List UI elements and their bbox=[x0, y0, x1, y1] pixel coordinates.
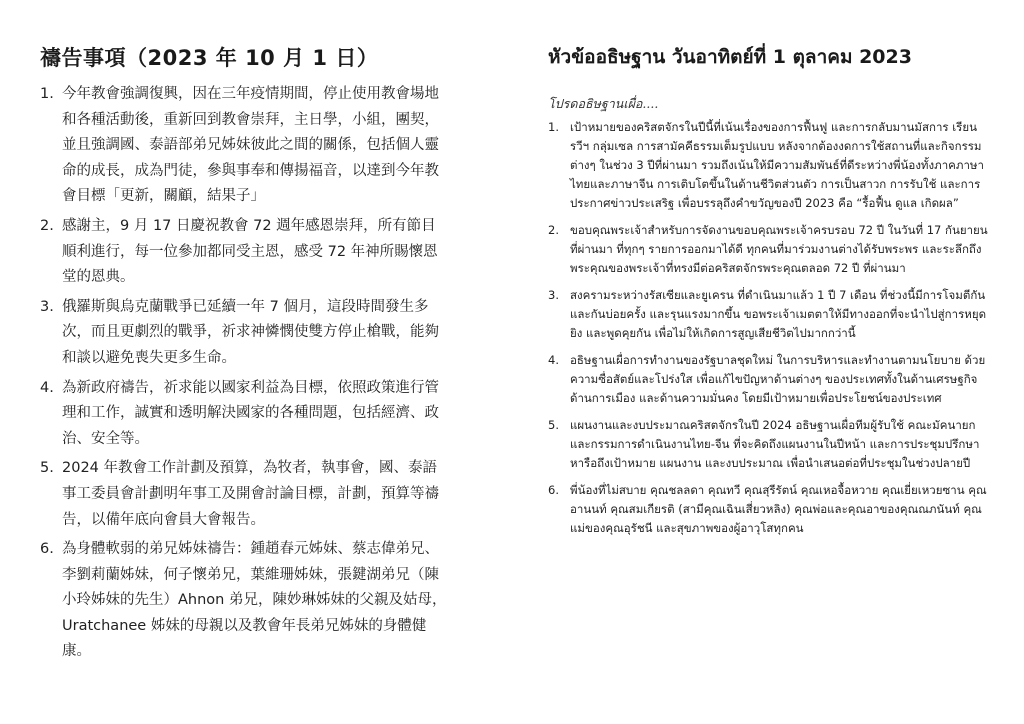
item-text: 2024 年教會工作計劃及預算，為牧者，執事會，國、泰語事工委員會計劃明年事工及開會討論目標，計劃，預算等禱告，以備年底向會員大會報告。 bbox=[62, 460, 439, 528]
item-text: 感謝主，9 月 17 日慶祝教會 72 週年感恩崇拜，所有節目順利進行，每一位參加都同受主恩，感受 72 年神所賜懷恩堂的恩典。 bbox=[62, 217, 438, 286]
item-text: 俄羅斯與烏克蘭戰爭已延續一年 7 個月，這段時間發生多次，而且更劇烈的戰爭，祈求神憐憫使雙方停止槍戰，能夠和談以避免喪失更多生命。 bbox=[62, 298, 439, 366]
list-item bbox=[548, 221, 988, 278]
item-number: 2. bbox=[40, 217, 54, 234]
prayer-list-thai bbox=[548, 118, 988, 546]
page-title-thai: หัวข้ออธิษฐาน วันอาทิตย์ที่ 1 ตุลาคม 2023 bbox=[548, 46, 912, 68]
item-number: 4. bbox=[548, 353, 559, 367]
list-item bbox=[548, 286, 988, 343]
item-text: 為身體軟弱的弟兄姊妹禱告：鍾趙春元姊妹、蔡志偉弟兄、李劉莉蘭姊妹，何子懷弟兄，葉維珊姊妹，張鍵湖弟兄（陳小玲姊妹的先生）Ahnon 弟兄，陳妙琳姊妹的父親及姑母，Uratchanee 姊妹的母親以及教會年長弟兄姊妹的身體健康。 bbox=[62, 541, 447, 660]
item-number: 2. bbox=[548, 223, 559, 237]
list-item bbox=[548, 481, 988, 538]
item-number: 3. bbox=[40, 298, 54, 315]
item-text: เป้าหมายของคริสตจักรในปีนี้ที่เน้นเรื่องของการฟื้นฟู และการกลับมานมัสการ เรียนรวีฯ กลุ่มเซล การสามัคคีธรรมเต็มรูปแบบ หลังจากต้องงดการใช้สถานที่และกิจกรรมต่างๆ ในช่วง 3 ปีที่ผ่านมา รวมถึงเน้นให้มีความสัมพันธ์ที่ดีระหว่างพี่น้องทั้งภาคภาษาไทยและภาษาจีน การเติบโตขึ้นในด้านชีวิตส่วนตัว การเป็นสาวก การรับใช้ และการประกาศข่าวประเสริฐ เพื่อบรรลุถึงคำขวัญของปี 2023 คือ “รื้อฟื้น ดูแล เกิดผล” bbox=[570, 120, 984, 210]
list-item bbox=[548, 118, 988, 213]
item-number: 6. bbox=[40, 541, 54, 558]
list-item bbox=[548, 351, 988, 408]
item-text: แผนงานและงบประมาณคริสตจักรในปี 2024 อธิษฐานเผื่อทีมผู้รับใช้ คณะมัคนายก และกรรมการดำเนินงานไทย-จีน ที่จะคิดถึงแผนงานในปีหน้า และการประชุมปรึกษาหารือถึงเป้าหมาย แผนงาน และงบประมาณ เพื่อนำเสนอต่อที่ประชุมในช่วงปลายปี bbox=[570, 418, 980, 470]
item-text: อธิษฐานเผื่อการทำงานของรัฐบาลชุดใหม่ ในการบริหารและทำงานตามนโยบาย ด้วยความซื่อสัตย์และโปร่งใส เพื่อแก้ไขปัญหาด้านต่างๆ ของประเทศทั้งในด้านเศรษฐกิจ ด้านการเมือง และด้านความมั่นคง โดยมีเป้าหมายเพื่อประโยชน์ของประเทศ bbox=[570, 353, 986, 405]
item-text: ขอบคุณพระเจ้าสำหรับการจัดงานขอบคุณพระเจ้าครบรอบ 72 ปี ในวันที่ 17 กันยายนที่ผ่านมา ที่ทุกๆ รายการออกมาได้ดี ทุกคนที่มาร่วมงานต่างได้รับพระพร และระลึกถึงพระคุณของพระเจ้าที่ทรงมีต่อคริสตจักรพระคุณตลอด 72 ปี ที่ผ่านมา bbox=[570, 223, 988, 275]
item-number: 5. bbox=[40, 460, 54, 477]
list-item bbox=[40, 295, 447, 372]
list-item bbox=[40, 537, 447, 665]
list-item bbox=[40, 82, 447, 210]
list-item bbox=[40, 376, 447, 453]
item-number: 4. bbox=[40, 379, 54, 396]
list-item bbox=[40, 214, 447, 291]
item-number: 6. bbox=[548, 483, 559, 497]
item-text: 為新政府禱告，祈求能以國家利益為目標，依照政策進行管理和工作，誠實和透明解決國家的各種問題，包括經濟、政治、安全等。 bbox=[62, 379, 439, 447]
page-title-chinese: 禱告事項（2023 年 10 月 1 日） bbox=[40, 46, 379, 70]
list-item bbox=[548, 416, 988, 473]
item-text: สงครามระหว่างรัสเซียและยูเครน ที่ดำเนินมาแล้ว 1 ปี 7 เดือน ที่ช่วงนี้มีการโจมตีกันและกันบ่อยครั้ง และรุนแรงมากขึ้น ขอพระเจ้าเมตตาให้มีทางออกที่จะนำไปสู่การหยุดยิง และพูดคุยกัน เพื่อไม่ให้เกิดการสูญเสียชีวิตไปมากกว่านี้ bbox=[570, 288, 987, 340]
item-number: 1. bbox=[548, 120, 559, 134]
item-text: พี่น้องที่ไม่สบาย คุณชลลดา คุณทวี คุณสุรีรัตน์ คุณเหอจื้อหวาย คุณเยี่ยเหวยซาน คุณอานนท์ คุณสมเกียรติ (สามีคุณเฉินเสี่ยวหลิง) คุณพ่อและคุณอาของคุณณภนันท์ คุณแม่ของคุณอุรัชนี และสุขภาพของผู้อาวุโสทุกคน bbox=[570, 483, 987, 535]
item-number: 1. bbox=[40, 86, 54, 102]
item-number: 5. bbox=[548, 418, 559, 432]
intro-line: โปรดอธิษฐานเผื่อ.... bbox=[548, 96, 659, 111]
list-item bbox=[40, 456, 447, 533]
item-text: 今年教會強調復興，因在三年疫情期間，停止使用教會場地和各種活動後，重新回到教會崇拜，主日學，小組，團契，並且強調國、泰語部弟兄姊妹彼此之間的關係，包括個人靈命的成長，成為門徒，參與事奉和傳揚福音，以達到今年教會目標「更新，關顧，結果子」 bbox=[62, 86, 439, 205]
prayer-list-chinese bbox=[40, 82, 447, 669]
item-number: 3. bbox=[548, 288, 559, 302]
